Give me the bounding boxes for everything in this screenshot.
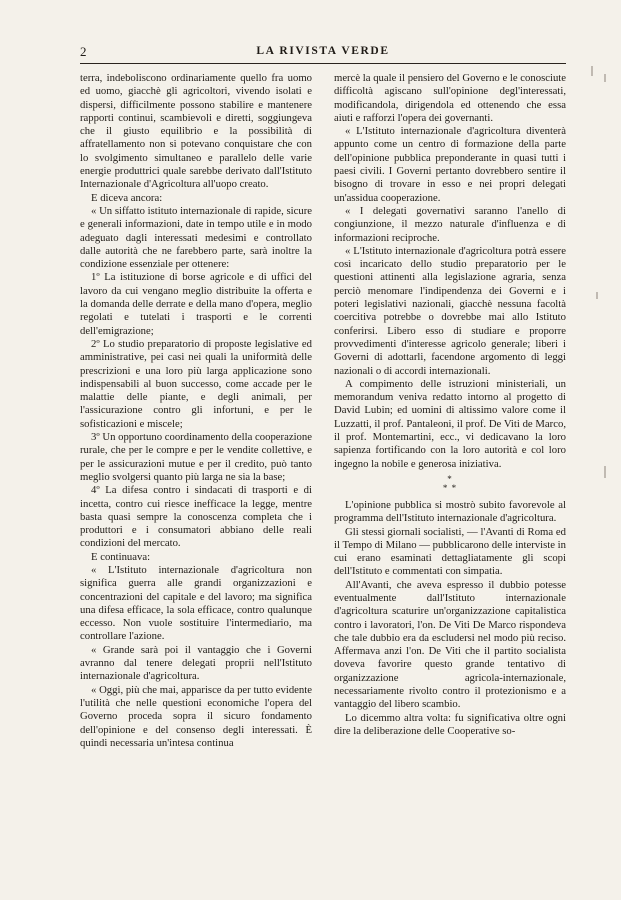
separator-bottom: * *	[442, 482, 458, 493]
paragraph: E continuava:	[91, 550, 151, 563]
paragraph: Gli stessi giornali socialisti, — l'Avanti di Roma ed il Tempo di Milano — pubblicarono delle interviste in cui erano esaminati dettagliatamente gli scopi dell'Istituto e commentati con simpatia.	[334, 525, 566, 578]
paragraph: 2º Lo studio preparatorio di proposte legislative ed amministrative, pei casi nei quali la uniformità delle prescrizioni e una loro più larga applicazione sono indispensabili al buon successo, come accade per le malattie delle piante, e degli animali, per l'assicurazione contro gli infortuni, e per le sofisticazioni e miscele;	[80, 337, 312, 430]
right-column	[334, 72, 566, 738]
page-number: 2	[80, 44, 87, 59]
paragraph: « Un siffatto istituto internazionale di rapide, sicure e generali informazioni, date in tempo utile e in modo adeguato dagli interessati medesimi e controllato dalle autorità che ne farebbero parte, sarà inoltre la condizione essenziale per ottenere:	[80, 204, 312, 271]
paragraph: All'Avanti, che aveva espresso il dubbio potesse eventualmente dall'Istituto internazionale d'agricoltura scaturire un'organizzazione capitalistica contro i lavoratori, l'on. De Viti De Marco rispondeva che tale dubbio era da escludersi nel modo più reciso. Affermava anzi l'on. De Viti che il partito socialista doveva favorire questo grande tentativo di organizzazione agricola-internazionale, necessariamente rivolto contro il protezionismo e a vantaggio del libero scambio.	[334, 578, 566, 711]
separator-top: *	[447, 473, 453, 484]
paragraph: « Grande sarà poi il vantaggio che i Governi avranno dal tenere delegati proprii nell'Istituto internazionale d'agricoltura.	[80, 643, 312, 683]
margin-mark	[604, 466, 606, 478]
paragraph: 3º Un opportuno coordinamento della cooperazione rurale, che per le compre e per le vendite collettive, e per le assicurazioni mutue e per il credito, può tanto meglio svolgersi quanto più larga ne sia la base;	[80, 431, 312, 483]
paragraph: mercè la quale il pensiero del Governo e le conosciute difficoltà agiscano sull'opinione degl'interessati, modificandola, dirigendola ed ottenendo che essa aiuti e rafforzi l'opera dei governanti.	[334, 72, 566, 124]
section-separator	[334, 475, 566, 493]
paragraph: « Oggi, più che mai, apparisce da per tutto evidente l'utilità che nelle questioni economiche l'opera del Governo proceda sopra il sicuro fondamento dell'opinione e del consenso degli interessati. È quindi necessaria un'intesa continua	[80, 683, 312, 749]
paragraph: Lo dicemmo altra volta: fu significativa oltre ogni dire la deliberazione delle Cooperative so-	[334, 711, 566, 737]
paragraph: E diceva ancora:	[91, 191, 163, 204]
paragraph: 4º La difesa contro i sindacati di trasporti e di incetta, contro cui riesce inefficace la legge, mentre basta quasi sempre la conoscenza completa che i produttori e i consumatori abbiano delle reali condizioni del mercato.	[80, 484, 312, 550]
margin-mark	[591, 66, 593, 76]
margin-mark	[604, 74, 606, 82]
page-header	[80, 44, 566, 62]
paragraph: « L'Istituto internazionale d'agricoltura potrà essere così incaricato dello studio preparatorio per le questioni attinenti alla legislazione agraria, senza perciò menomare l'indipendenza dei Governi e i poteri legislativi nazionali, giacchè nessuna facoltà coercitiva potrebbe o dovrebbe mai allo Istituto conferirsi. Libero esso di studiare e proporre provvedimenti d'interesse agricolo generale; liberi i Governi di adottarli, facendone argomento di leggi nazionali o di accordi internazionali.	[334, 244, 566, 377]
paragraph: A compimento delle istruzioni ministeriali, un memorandum veniva redatto intorno al progetto di David Lubin; ed uomini di altissimo valore come il Luzzatti, il prof. Pantaleoni, il prof. De Viti de Marco, il prof. Montemartini, ecc., vi dedicavano la loro sapienza fortificando con la loro autorità e col loro ingegno la nobile e generosa iniziativa.	[334, 377, 566, 470]
paragraph: « L'Istituto internazionale d'agricoltura diventerà appunto come un centro di formazione della parte dell'opinione pubblica preponderante in quasi tutti i paesi civili. I Governi pertanto dovrebbero sentire il bisogno di trovare in esso e nei propri delegati un'assidua cooperazione.	[334, 125, 566, 204]
left-column	[80, 72, 312, 750]
paragraph: « L'Istituto internazionale d'agricoltura non significa guerra alle grandi organizzazioni e concentrazioni del capitale e del lavoro; ma significa una difesa efficace, la sola efficace, contro qualunque eccesso. Non vuole sostituire l'intermediario, ma controllare l'azione.	[80, 563, 312, 643]
paragraph: terra, indeboliscono ordinariamente quello fra uomo ed uomo, giacchè gli agricoltori, vivendo isolati e dispersi, difficilmente possono stabilire e mantenere rapporti continui, scambievoli e diretti, soggiungeva che il giusto equilibrio e la possibilità di affratellamento non si potevano conquistare che con lo svolgimento simultaneo e parallelo delle varie energie produttrici quale sarebbe derivato dall'Istituto Internazionale d'Agricoltura all'uopo creato.	[80, 72, 312, 191]
paragraph: L'opinione pubblica si mostrò subito favorevole al programma dell'Istituto internazionale d'agricoltura.	[334, 498, 566, 525]
margin-mark	[596, 292, 598, 299]
paragraph: 1º La istituzione di borse agricole e di uffici del lavoro da cui vengano meglio distribuite la offerta e la domanda delle derrate e della mano d'opera, meglio regolati e tutelati i trasporti e le correnti dell'emigrazione;	[80, 271, 312, 337]
paragraph: « I delegati governativi saranno l'anello di congiunzione, il mezzo naturale d'influenza e di informazioni reciproche.	[334, 204, 566, 244]
running-title: LA RIVISTA VERDE	[256, 45, 390, 57]
header-rule	[80, 63, 566, 64]
